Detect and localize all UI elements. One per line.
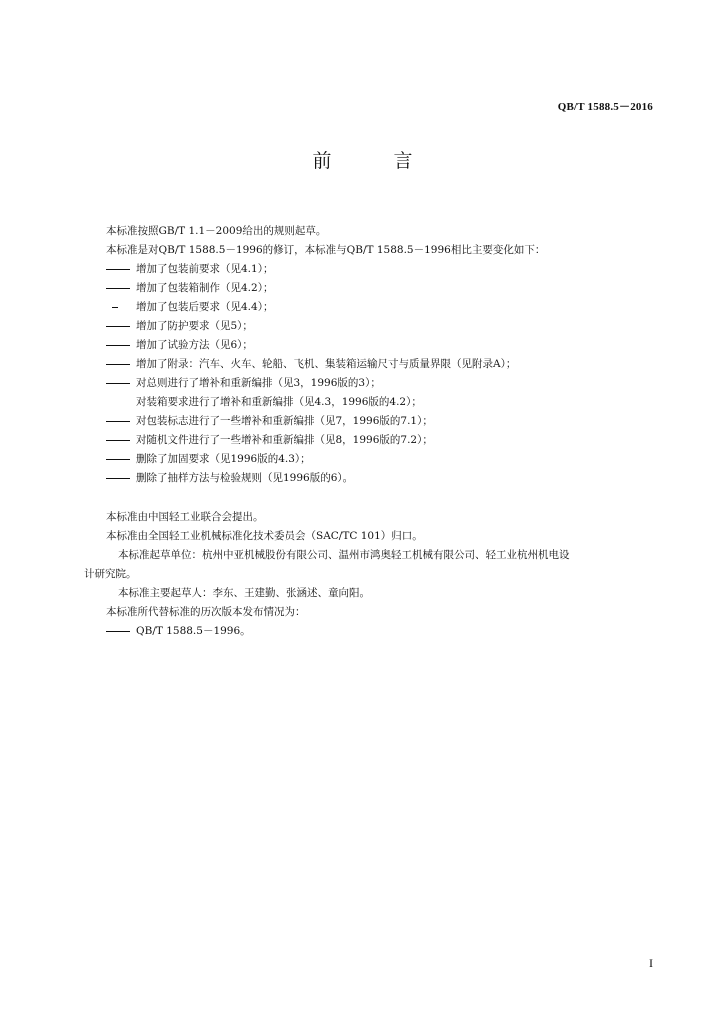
info-line: 本标准主要起草人：李东、王建勤、张涵述、童向阳。	[118, 587, 370, 599]
dash-mark	[106, 383, 130, 384]
dash-mark	[106, 421, 130, 422]
change-text: 增加了防护要求（见5）；	[136, 320, 253, 332]
info-line: 本标准由全国轻工业机械标准化技术委员会（SAC/TC 101）归口。	[106, 530, 423, 542]
info-line: 本标准由中国轻工业联合会提出。	[106, 511, 264, 523]
list-item	[106, 355, 666, 374]
list-item	[106, 469, 666, 488]
info-line: 计研究院。	[84, 568, 137, 580]
list-item	[106, 450, 666, 469]
change-text: 对包装标志进行了一些增补和重新编排（见7，1996版的7.1）；	[136, 415, 433, 427]
info-line: 本标准起草单位：杭州中亚机械股份有限公司、温州市鸿奥轻工机械有限公司、轻工业杭州机电设	[118, 549, 570, 561]
list-item	[106, 317, 666, 336]
page-title: 前 言	[312, 150, 441, 172]
dash-mark	[106, 440, 130, 441]
dash-mark	[106, 345, 130, 346]
intro-line: 本标准是对QB/T 1588.5－1996的修订，本标准与QB/T 1588.5－1996相比主要变化如下：	[106, 244, 546, 256]
dash-mark	[106, 326, 130, 327]
list-item	[106, 279, 666, 298]
change-text: 增加了包装箱制作（见4.2）；	[136, 282, 274, 294]
change-text: 对随机文件进行了一些增补和重新编排（见8，1996版的7.2）；	[136, 434, 433, 446]
intro-line: 本标准按照GB/T 1.1－2009给出的规则起草。	[106, 225, 327, 237]
list-item	[106, 336, 666, 355]
page-number: I	[649, 956, 653, 970]
list-item-continuation: 对装箱要求进行了增补和重新编排（见4.3，1996版的4.2）；	[136, 396, 422, 408]
list-item	[106, 431, 666, 450]
dash-mark	[106, 459, 130, 460]
list-item	[106, 412, 666, 431]
info-line: 本标准所代替标准的历次版本发布情况为：	[106, 606, 306, 618]
change-text: 增加了包装后要求（见4.4）；	[136, 301, 274, 313]
dash-mark	[112, 307, 118, 308]
dash-mark	[106, 269, 130, 270]
change-text: 增加了试验方法（见6）；	[136, 339, 253, 351]
list-item	[106, 374, 666, 393]
change-text: 对总则进行了增补和重新编排（见3，1996版的3）；	[136, 377, 381, 389]
list-item	[106, 260, 666, 279]
change-text: 删除了加固要求（见1996版的4.3）；	[136, 453, 311, 465]
standard-number: QB/T 1588.5－2016	[557, 101, 653, 113]
dash-mark	[106, 288, 130, 289]
history-text: QB/T 1588.5－1996。	[136, 625, 251, 637]
change-text: 增加了包装前要求（见4.1）；	[136, 263, 274, 275]
change-text: 增加了附录：汽车、火车、轮船、飞机、集装箱运输尺寸与质量界限（见附录A）；	[136, 358, 517, 370]
dash-mark	[106, 364, 130, 365]
change-text: 删除了抽样方法与检验规则（见1996版的6）。	[136, 472, 354, 484]
dash-mark	[106, 631, 130, 632]
dash-mark	[106, 478, 130, 479]
document-body	[84, 222, 666, 641]
list-item	[106, 298, 666, 317]
history-item	[106, 622, 666, 641]
